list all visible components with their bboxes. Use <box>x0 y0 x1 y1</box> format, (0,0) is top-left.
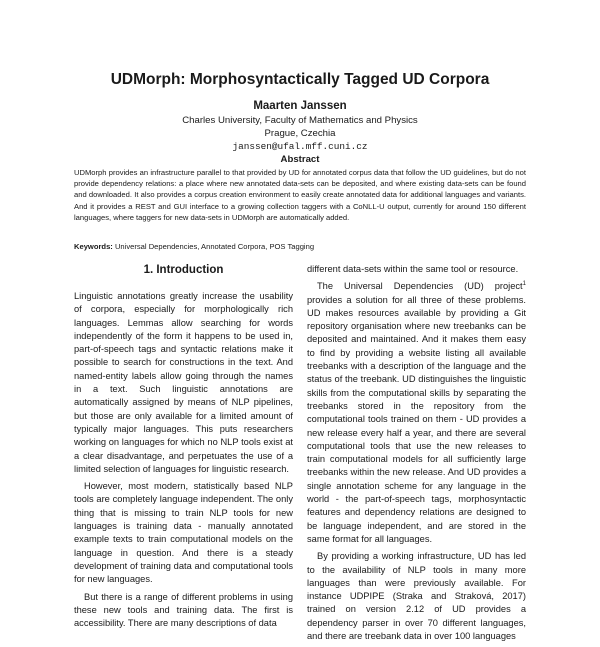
keywords-text: Universal Dependencies, Annotated Corpora, POS Tagging <box>112 242 315 251</box>
keywords-label: Keywords: <box>74 242 113 251</box>
affiliation-location: Prague, Czechia <box>264 128 336 139</box>
intro-paragraph-2: However, most modern, statistically based NLP tools are completely language independent. The only thing that is missing to train NLP tools for new languages is training data - manually annotated example texts to train computational models on the language in question. And there is a steady development of training data and computational tools for new languages. <box>74 481 293 585</box>
right-paragraph-continuation: different data-sets within the same tool or resource. <box>307 264 519 274</box>
paper-title: UDMorph: Morphosyntactically Tagged UD Corpora <box>110 71 490 88</box>
left-column <box>74 290 293 634</box>
intro-paragraph-1: Linguistic annotations greatly increase the usability of corpora, especially for morphologically rich languages. Lemmas allow searching for words independently of the form it happens to be used in, part-of-speech tags and syntactic relations make it possible to search for constructions in the text. And named-entity labels allow going through the names in a text. Such linguistic annotations are automatically assigned by means of NLP pipelines, but those are only available for a limited amount of typically major languages. This puts researchers working on languages for which no NLP tools exist at a clear disadvantage, and perpetuates the use of a limited selection of languages for linguistic research. <box>74 291 293 474</box>
author-email: janssen@ufal.mff.cuni.cz <box>232 141 368 152</box>
intro-paragraph-3: But there is a range of different problems in using these new tools and training data. The first is accessibility. There are many descriptions of data <box>74 591 293 629</box>
abstract-text: UDMorph provides an infrastructure parallel to that provided by UD for annotated corpus data that follow the UD guidelines, but do not provide dependency relations: a place where new annotated data-sets can be deposited, and where existing data-sets can be found and downloaded. It also provides a corpus creation environment to easily create annotated data for additional languages and variants. And it provides a REST and GUI interface to a growing collection taggers with a CoNLL-U output, currently for around 150 different languages, where taggers for new data-sets in UDMorph are automatically added. <box>74 168 526 222</box>
right-column <box>307 263 526 647</box>
section-heading-introduction: 1. Introduction <box>143 264 224 276</box>
ud-project-text-start: The Universal Dependencies (UD) project <box>317 281 523 292</box>
author-name: Maarten Janssen <box>253 100 347 112</box>
abstract-heading: Abstract <box>280 154 320 165</box>
footnote-marker: 1 <box>522 281 526 288</box>
ud-project-text-rest: provides a solution for all three of these problems. UD makes resources available by providing a Git repository organisation where new treebanks can be deposited and maintained. And it makes them easy to find by providing a website listing all available treebanks with a description of the language and the status of the treebank. UD distinguishes the linguistic skills from the computational skills by separating the treebanks stored in the repository from the computational tools trained on them - UD provides a new release every half a year, and there are several computational tools that use the new releases to train computational models for all sufficiently large treebanks within the new release. And UD provides a single annotation scheme for any language in the world - the part-of-speech tags, morphosyntactic features and dependency relations are designed to be language independent, and are stored in the same format for all languages. <box>307 294 526 544</box>
affiliation-institution: Charles University, Faculty of Mathematics and Physics <box>182 115 418 126</box>
right-paragraph-infrastructure: By providing a working infrastructure, UD has led to the availability of NLP tools in many more languages than were previously available. For instance UDPIPE (Straka and Straková, 2017) trained on version 2.12 of UD provides a dependency parser in over 70 different languages, and there are treebank data in over 100 languages <box>307 551 526 642</box>
right-paragraph-ud-project <box>307 280 526 546</box>
keywords-line <box>74 242 526 251</box>
